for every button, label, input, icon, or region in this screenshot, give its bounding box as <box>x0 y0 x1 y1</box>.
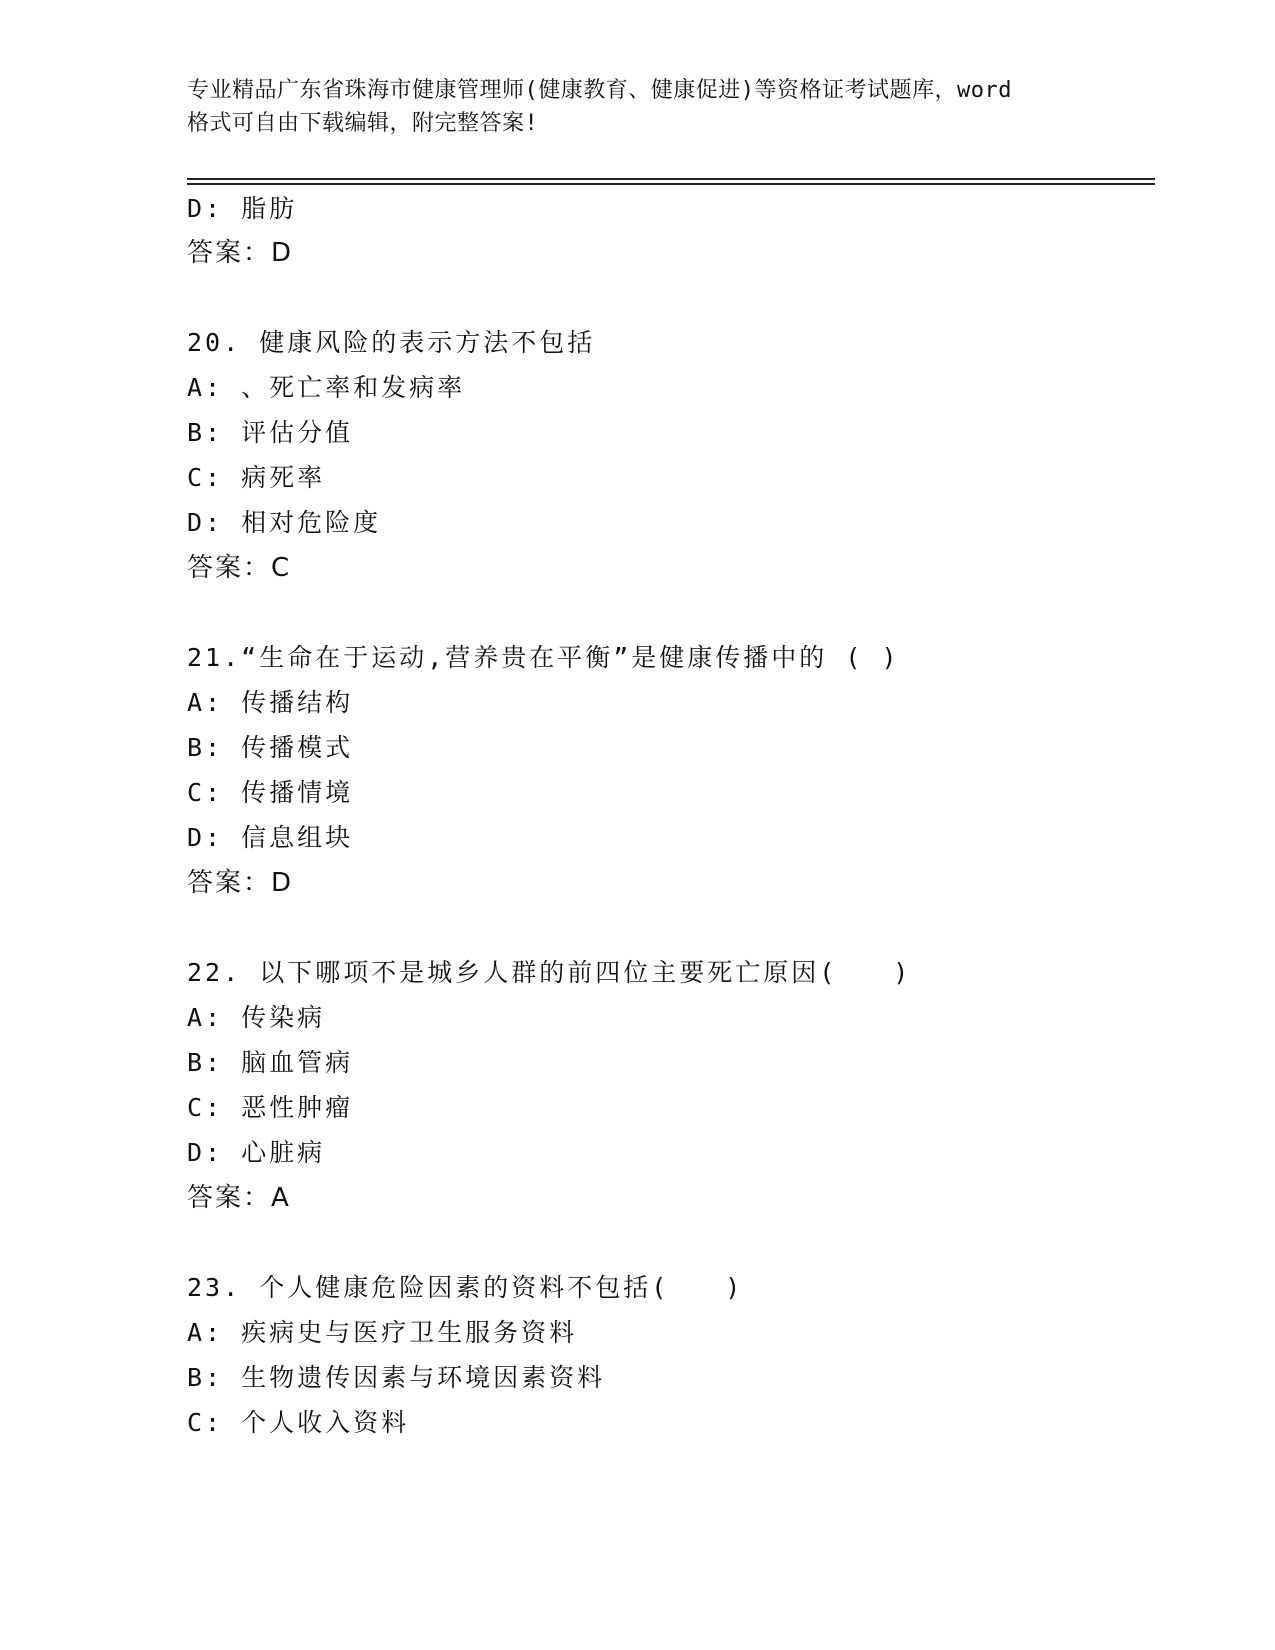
question-21-option-a: A: 传播结构 <box>187 688 354 717</box>
document-header <box>187 74 1107 140</box>
prev-answer: 答案：D <box>187 238 294 268</box>
question-20-stem: 20. 健康风险的表示方法不包括 <box>187 328 596 357</box>
header-line-1: 专业精品广东省珠海市健康管理师(健康教育、健康促进)等资格证考试题库，word <box>187 78 1012 103</box>
question-20-option-b: B: 评估分值 <box>187 418 354 447</box>
question-20-option-c: C: 病死率 <box>187 463 326 492</box>
header-divider-bottom <box>187 183 1155 185</box>
question-20-option-a: A: 、死亡率和发病率 <box>187 373 466 402</box>
question-22-option-b: B: 脑血管病 <box>187 1048 354 1077</box>
question-23-stem: 23. 个人健康危险因素的资料不包括( ) <box>187 1273 744 1302</box>
question-23-option-a: A: 疾病史与医疗卫生服务资料 <box>187 1318 578 1347</box>
question-21-option-c: C: 传播情境 <box>187 778 354 807</box>
question-20-option-d: D: 相对危险度 <box>187 508 382 537</box>
question-21-stem: 21.“生命在于运动,营养贵在平衡”是健康传播中的 ( ) <box>187 643 900 672</box>
question-22-option-d: D: 心脏病 <box>187 1138 326 1167</box>
question-20-answer: 答案：C <box>187 553 292 583</box>
header-line-2: 格式可自由下载编辑，附完整答案! <box>187 111 539 136</box>
question-21-option-d: D: 信息组块 <box>187 823 354 852</box>
question-22-option-c: C: 恶性肿瘤 <box>187 1093 354 1122</box>
header-divider-top <box>187 178 1155 180</box>
prev-option-d: D: 脂肪 <box>187 194 298 223</box>
question-22-stem: 22. 以下哪项不是城乡人群的前四位主要死亡原因( ) <box>187 958 912 987</box>
question-22-answer: 答案：A <box>187 1183 291 1213</box>
question-21-option-b: B: 传播模式 <box>187 733 354 762</box>
question-22-option-a: A: 传染病 <box>187 1003 326 1032</box>
question-21-answer: 答案：D <box>187 868 294 898</box>
question-23-option-b: B: 生物遗传因素与环境因素资料 <box>187 1363 606 1392</box>
question-23-option-c: C: 个人收入资料 <box>187 1408 410 1437</box>
